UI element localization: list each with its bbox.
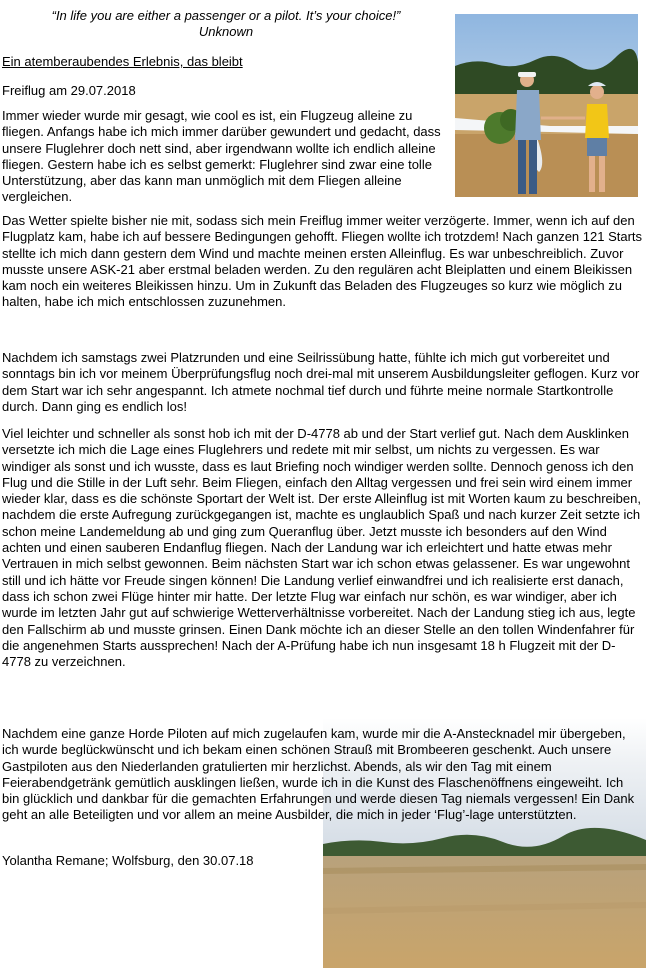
paragraph-celebration: Nachdem eine ganze Horde Piloten auf mich zugelaufen kam, wurde mir die A-Anstecknadel mir übergeben, ich wurde beglückwünscht und ich bekam einen schönen Strauß mit Brombeeren geschenkt. Auch unsere Gastpiloten aus den Niederlanden gratulierten mir herzlichst. Abends, als wir den Tag mit einem Feierabendgetränk gemütlich ausklingen ließen, wurde ich in die Kunst des Flaschenöffnens eingeweiht. Ich bin glücklich und dankbar für die gemachten Erfahrungen und werde diesen Tag niemals vergessen! Ein Dank geht an alle Beteiligten und vor allem an meine Ausbilder, die mich in jeder ‘Flug’-lage unterstützten. — [2, 726, 635, 823]
paragraph-intro: Immer wieder wurde mir gesagt, wie cool es ist, ein Flugzeug alleine zu fliegen. Anfangs habe ich mich immer darüber gewundert und gedacht, dass unsere Fluglehrer doch nett sind, aber irgendwann wollte ich endlich alleine fliegen. Gestern habe ich es selbst gemerkt: Fluglehrer sind zwar eine tolle Unterstützung, aber das kann man unmöglich mit dem Fliegen alleine vergleichen. — [2, 108, 441, 205]
photo-pilots-with-glider — [455, 14, 638, 197]
author-signature: Yolantha Remane; Wolfsburg, den 30.07.18 — [2, 853, 254, 868]
quote-author: Unknown — [198, 24, 254, 39]
flight-date: Freiflug am 29.07.2018 — [2, 83, 136, 98]
paragraph-flight: Viel leichter und schneller als sonst hob ich mit der D-4778 ab und der Start verlief gut. Nach dem Ausklinken versetzte ich mich die Lage eines Fluglehrers und redete mit mir selbst, um nichts zu vergessen. Es war windiger als sonst und ich wusste, dass es laut Briefing noch windiger werden sollte. Dennoch genoss ich den Flug und die Stille in der Luft sehr. Beim Fliegen, einfach den Alltag vergessen und frei sein wird einem immer wieder klar, dass es die schönste Sportart der Welt ist. Der erste Alleinflug ist mit Worten kaum zu beschreiben, nachdem die erste Aufregung zurückgegangen ist, machte es unglaublich Spaß und nach kurzer Zeit setzte ich schon meine Landemeldung ab und ging zum Queranflug über. Jetzt musste ich besonders auf den Wind achten und einen sauberen Endanflug fliegen. Nach der Landung war ich erleichtert und hatte etwas mehr Vertrauen in mich selbst gewonnen. Beim nächsten Start war ich schon etwas gelassener. Es war ungewohnt still und ich hätte vor Freude singen können! Die Landung verlief einwandfrei und ich realisierte erst danach, dass ich schon zwei Flüge hinter mir hatte. Der letzte Flug war einfach nur schön, es war windiger, aber ich wurde im letzten Jahr gut auf schwierige Wetterverhältnisse vorbereitet. Nach der Landung stieg ich aus, legte den Fallschirm ab und musste grinsen. Einen Dank möchte ich an dieser Stelle an den tollen Windenfahrer für die angenehmen Starts aussprechen! Nach der A-Prüfung habe ich nun insgesamt 18 h Flugzeit mit der D-4778 zu verzeichnen. — [2, 426, 641, 670]
epigraph-quote — [0, 8, 452, 40]
article-title: Ein atemberaubendes Erlebnis, das bleibt — [2, 54, 243, 69]
paragraph-weather: Das Wetter spielte bisher nie mit, sodass sich mein Freiflug immer weiter verzögerte. Immer, wenn ich auf den Flugplatz kam, habe ich auf bessere Bedingungen gehofft. Fliegen wollte ich trotzdem! Nach ganzen 121 Starts stellte ich mich dann gestern dem Wind und machte meinen ersten Alleinflug. Es war unbeschreiblich. Zuvor musste unsere ASK-21 aber erstmal beladen werden. Zu den regulären acht Bleiplatten und einem Bleikissen kam noch ein weiteres Bleikissen hinzu. Um in Zukunft das Beladen des Flugzeuges so kurz wie möglich zu halten, habe ich mich entschlossen zuzunehmen. — [2, 213, 643, 310]
quote-text: “In life you are either a passenger or a pilot. It’s your choice!” — [51, 8, 401, 23]
paragraph-preparation: Nachdem ich samstags zwei Platzrunden und eine Seilrissübung hatte, fühlte ich mich gut vorbereitet und sonntags bin ich vor meinem Überprüfungsflug noch drei-mal mit unserem Ausbildungsleiter geflogen. Kurz vor dem Start war ich sehr angespannt. Ich atmete nochmal tief durch und führte meine normale Startkontrolle durch. Dann ging es endlich los! — [2, 350, 640, 414]
